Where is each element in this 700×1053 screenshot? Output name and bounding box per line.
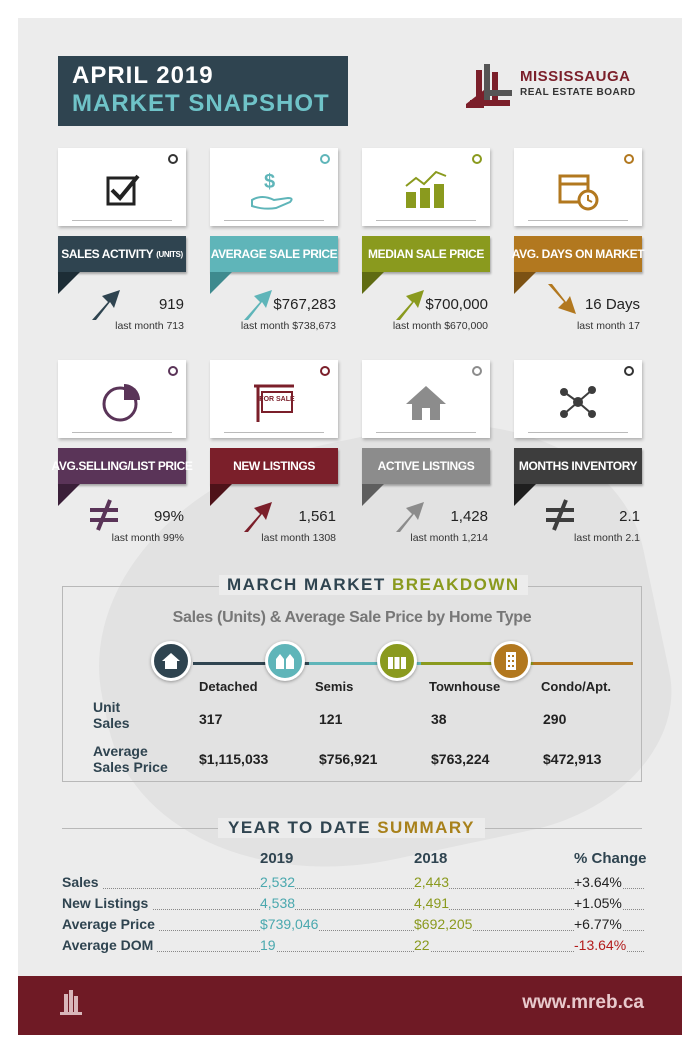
card-value: $700,000	[425, 296, 488, 313]
infographic-page	[18, 18, 682, 1035]
card-last-month: last month $738,673	[240, 320, 336, 332]
pie-chart-icon	[98, 380, 146, 424]
ytd-change-average-price: +6.77%	[574, 916, 622, 932]
ytd-header-change: % Change	[574, 850, 647, 867]
ytd-2018-average-price: $692,205	[414, 916, 473, 932]
ytd-label-average-dom: Average DOM	[62, 937, 157, 953]
ytd-2019-new-listings: 4,538	[260, 895, 296, 911]
card-value: 1,428	[450, 508, 488, 525]
card-banner: MEDIAN SALE PRICE	[362, 236, 490, 272]
arrow-down-icon	[540, 280, 580, 324]
card-banner: AVG. DAYS ON MARKET	[514, 236, 642, 272]
card-avg-days-on-market	[511, 148, 645, 348]
row-label-unit-sales: Unit Sales	[93, 699, 130, 731]
not-equal-icon	[540, 492, 580, 536]
title-line-2: MARKET SNAPSHOT	[72, 90, 330, 117]
unit-sales-condo: 290	[543, 711, 567, 727]
ytd-label-average-price: Average Price	[62, 916, 159, 932]
card-banner: ACTIVE LISTINGS	[362, 448, 490, 484]
card-last-month: last month 1,214	[410, 532, 488, 544]
ytd-title: YEAR TO DATE SUMMARY	[218, 818, 485, 838]
card-banner: SALES ACTIVITY (UNITS)	[58, 236, 186, 272]
unit-sales-detached: 317	[199, 711, 223, 727]
type-label-semis: Semis	[315, 679, 354, 694]
avg-price-semis: $756,921	[319, 751, 378, 767]
building-logo-icon	[462, 60, 514, 108]
arrow-up-icon	[84, 280, 124, 324]
ring-icon	[320, 154, 330, 164]
ring-icon	[168, 154, 178, 164]
house-icon	[161, 651, 181, 671]
svg-text:FOR SALE: FOR SALE	[259, 396, 295, 403]
ytd-2018-new-listings: 4,491	[414, 895, 450, 911]
ytd-change-new-listings: +1.05%	[574, 895, 622, 911]
semi-house-icon	[275, 651, 295, 671]
card-last-month: last month $670,000	[392, 320, 488, 332]
condo-circle	[491, 641, 531, 681]
ytd-2018-sales: 2,443	[414, 874, 450, 890]
ring-icon	[168, 366, 178, 376]
ring-icon	[472, 366, 482, 376]
unit-sales-semis: 121	[319, 711, 343, 727]
card-banner: AVG.SELLING/LIST PRICE	[58, 448, 186, 484]
ring-icon	[320, 366, 330, 376]
network-icon	[554, 380, 602, 424]
avg-price-detached: $1,115,033	[199, 751, 269, 767]
website-link[interactable]: www.mreb.ca	[522, 992, 644, 1013]
ring-icon	[472, 154, 482, 164]
card-banner: AVERAGE SALE PRICE	[210, 236, 338, 272]
card-value: $767,283	[273, 296, 336, 313]
ytd-label-sales: Sales	[62, 874, 103, 890]
card-median-sale-price	[362, 148, 492, 348]
ring-icon	[624, 366, 634, 376]
card-value: 1,561	[298, 508, 336, 525]
coins-chart-icon	[402, 168, 450, 212]
money-hand-icon	[250, 168, 298, 212]
arrow-up-icon	[388, 280, 428, 324]
ytd-2019-average-dom: 19	[260, 937, 276, 953]
card-last-month: last month 99%	[111, 532, 184, 544]
townhouse-circle	[377, 641, 417, 681]
card-average-sale-price	[210, 148, 340, 348]
condo-icon	[501, 651, 521, 671]
card-new-listings	[210, 360, 340, 560]
ytd-label-new-listings: New Listings	[62, 895, 152, 911]
not-equal-icon	[84, 492, 124, 536]
building-logo-icon	[56, 988, 86, 1018]
calendar-clock-icon	[554, 168, 602, 212]
card-value: 16 Days	[584, 296, 640, 313]
house-icon	[402, 380, 450, 424]
detached-circle	[151, 641, 191, 681]
semis-circle	[265, 641, 305, 681]
card-banner: MONTHS INVENTORY	[514, 448, 642, 484]
card-banner: NEW LISTINGS	[210, 448, 338, 484]
ytd-change-average-dom: -13.64%	[574, 937, 627, 953]
svg-text:$: $	[264, 171, 276, 193]
ring-icon	[624, 154, 634, 164]
row-label-average-price: Average Sales Price	[93, 743, 168, 775]
type-label-detached: Detached	[199, 679, 258, 694]
card-last-month: last month 17	[576, 320, 640, 332]
card-last-month: last month 2.1	[574, 532, 640, 544]
card-months-inventory	[514, 360, 644, 560]
logo-name: MISSISSAUGA	[520, 68, 631, 85]
checkbox-icon	[98, 168, 146, 212]
card-last-month: last month 713	[115, 320, 184, 332]
arrow-up-icon	[236, 492, 276, 536]
card-value: 919	[158, 296, 184, 313]
ytd-2019-sales: 2,532	[260, 874, 296, 890]
unit-sales-townhouse: 38	[431, 711, 447, 727]
avg-price-condo: $472,913	[543, 751, 602, 767]
avg-price-townhouse: $763,224	[431, 751, 490, 767]
type-label-townhouse: Townhouse	[429, 679, 501, 694]
type-label-condo: Condo/Apt.	[541, 679, 612, 694]
townhouse-icon	[387, 651, 407, 671]
ytd-header-2019: 2019	[260, 850, 294, 867]
title-line-1: APRIL 2019	[72, 62, 214, 89]
mreb-logo	[462, 60, 662, 110]
card-active-listings	[362, 360, 492, 560]
card-value: 2.1	[619, 508, 640, 525]
ytd-change-sales: +3.64%	[574, 874, 622, 890]
ytd-header-2018: 2018	[414, 850, 448, 867]
breakdown-subtitle: Sales (Units) & Average Sale Price by Home Type	[172, 609, 532, 626]
march-breakdown-panel	[62, 575, 642, 782]
title-block	[58, 56, 348, 126]
footer-bar	[18, 976, 682, 1035]
for-sale-sign-icon	[250, 380, 298, 424]
arrow-up-icon	[236, 280, 276, 324]
card-avg-selling-list-price	[51, 360, 193, 560]
arrow-up-icon	[388, 492, 428, 536]
card-sales-activity	[58, 148, 188, 348]
ytd-2018-average-dom: 22	[414, 937, 430, 953]
card-value: 99%	[153, 508, 184, 525]
card-last-month: last month 1308	[261, 532, 336, 544]
breakdown-title: MARCH MARKET BREAKDOWN	[219, 575, 528, 595]
ytd-2019-average-price: $739,046	[260, 916, 319, 932]
logo-subtitle: REAL ESTATE BOARD	[520, 87, 636, 98]
